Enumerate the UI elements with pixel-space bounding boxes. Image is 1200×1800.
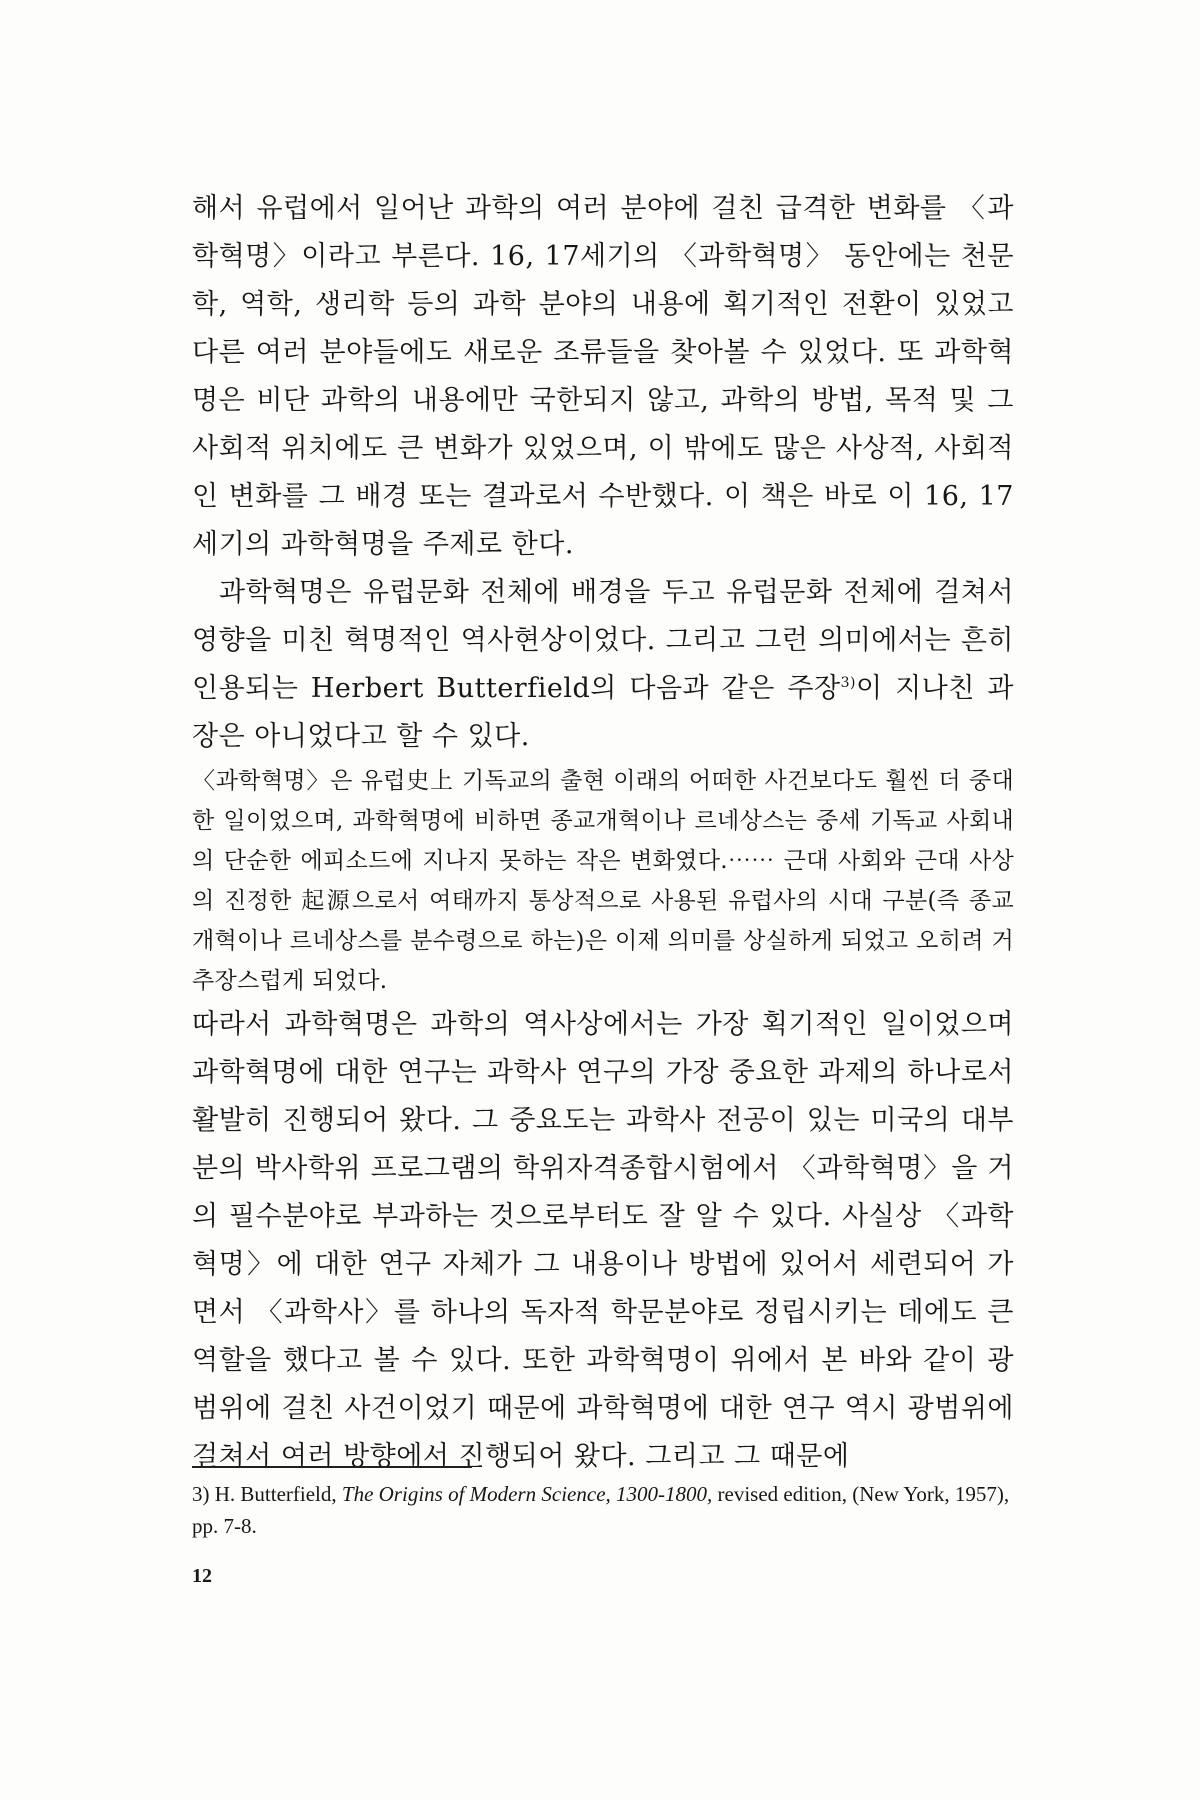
footnote xyxy=(192,1478,1014,1542)
footnote-years: 1300-1800, xyxy=(616,1482,713,1506)
footnote-marker: 3) xyxy=(192,1482,210,1506)
paragraph-1: 해서 유럽에서 일어난 과학의 여러 분야에 걸친 급격한 변화를 〈과학혁명〉이라고 부른다. 16, 17세기의 〈과학혁명〉 동안에는 천문학, 역학, 생리학 등의 과학 분야의 내용에 획기적인 전환이 있었고 다른 여러 분야들에도 새로운 조류들을 찾아볼 수 있었다. 또 과학혁명은 비단 과학의 내용에만 국한되지 않고, 과학의 방법, 목적 및 그 사회적 위치에도 큰 변화가 있었으며, 이 밖에도 많은 사상적, 사회적인 변화를 그 배경 또는 결과로서 수반했다. 이 책은 바로 이 16, 17세기의 과학혁명을 주제로 한다. xyxy=(192,193,1014,560)
paragraph-2-text: 과학혁명은 유럽문화 전체에 배경을 두고 유럽문화 전체에 걸쳐서 영향을 미친 혁명적인 역사현상이었다. 그리고 그런 의미에서는 흔히 인용되는 Herbert Butterfield의 다음과 같은 주장 xyxy=(192,577,1014,704)
footnote-details: revised edition, (New York, 1957), pp. 7-8. xyxy=(192,1482,1010,1538)
block-quote: 〈과학혁명〉은 유럽史上 기독교의 출현 이래의 어떠한 사건보다도 훨씬 더 중대한 일이었으며, 과학혁명에 비하면 종교개혁이나 르네상스는 중세 기독교 사회내의 단순한 에피소드에 지나지 못하는 작은 변화였다.⋯⋯ 근대 사회와 근대 사상의 진정한 起源으로서 여태까지 통상적으로 사용된 유럽사의 시대 구분(즉 종교개혁이나 르네상스를 분수령으로 하는)은 이제 의미를 상실하게 되었고 오히려 거추장스럽게 되었다. xyxy=(192,768,1014,994)
page-number: 12 xyxy=(192,1565,212,1587)
paragraph-2 xyxy=(192,569,1014,761)
paragraph-3: 따라서 과학혁명은 과학의 역사상에서는 가장 획기적인 일이었으며 과학혁명에 대한 연구는 과학사 연구의 가장 중요한 과제의 하나로서 활발히 진행되어 왔다. 그 중요도는 과학사 전공이 있는 미국의 대부분의 박사학위 프로그램의 학위자격종합시험에서 〈과학혁명〉을 거의 필수분야로 부과하는 것으로부터도 잘 알 수 있다. 사실상 〈과학혁명〉에 대한 연구 자체가 그 내용이나 방법에 있어서 세련되어 가면서 〈과학사〉를 하나의 독자적 학문분야로 정립시키는 데에도 큰 역할을 했다고 볼 수 있다. 또한 과학혁명이 위에서 본 바와 같이 광범위에 걸친 사건이었기 때문에 과학혁명에 대한 연구 역시 광범위에 걸쳐서 여러 방향에서 진행되어 왔다. 그리고 그 때문에 xyxy=(192,1009,1014,1472)
footnote-divider xyxy=(192,1466,472,1468)
paragraph-2-text-end: 이 지나친 과장은 아니었다고 할 수 있다. xyxy=(192,673,1014,752)
body-text xyxy=(192,185,1014,1481)
footnote-reference: 3) xyxy=(840,675,856,691)
footnote-book-title: The Origins of Modern Science, xyxy=(341,1482,611,1506)
footnote-author: H. Butterfield, xyxy=(214,1482,337,1506)
